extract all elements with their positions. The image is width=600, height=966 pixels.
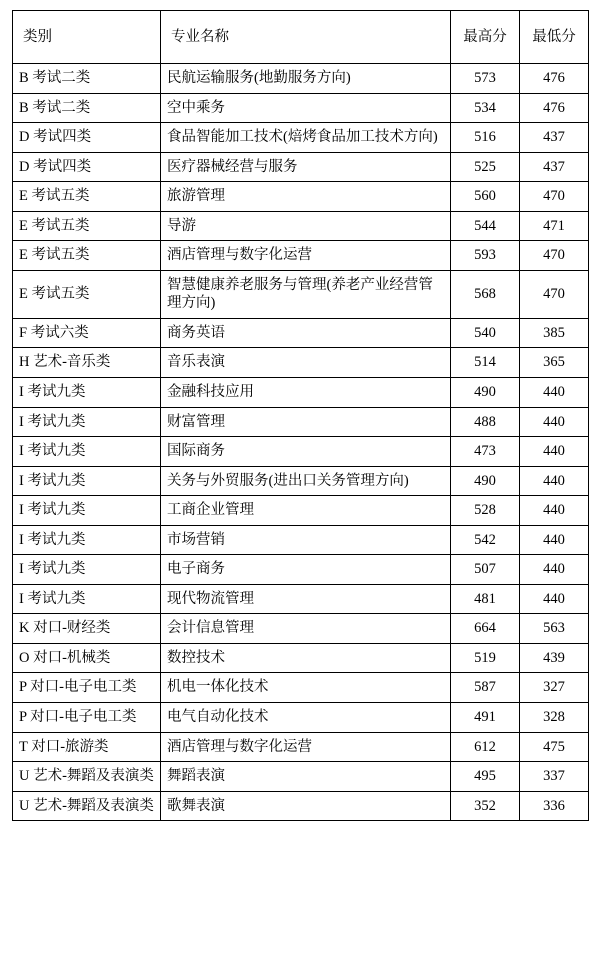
cell-min-score: 337 — [520, 762, 589, 792]
cell-min-score: 440 — [520, 584, 589, 614]
cell-min-score: 437 — [520, 123, 589, 153]
column-header-major: 专业名称 — [161, 11, 451, 64]
cell-max-score: 568 — [451, 270, 520, 318]
cell-max-score: 528 — [451, 496, 520, 526]
cell-category: E 考试五类 — [13, 241, 161, 271]
cell-min-score: 328 — [520, 703, 589, 733]
cell-category: I 考试九类 — [13, 525, 161, 555]
cell-max-score: 612 — [451, 732, 520, 762]
table-row — [13, 525, 589, 555]
cell-max-score: 542 — [451, 525, 520, 555]
table-row — [13, 407, 589, 437]
cell-max-score: 544 — [451, 211, 520, 241]
cell-major: 数控技术 — [161, 643, 451, 673]
table-header — [13, 11, 589, 64]
cell-min-score: 336 — [520, 791, 589, 821]
cell-category: D 考试四类 — [13, 152, 161, 182]
cell-max-score: 593 — [451, 241, 520, 271]
cell-category: I 考试九类 — [13, 437, 161, 467]
table-row — [13, 152, 589, 182]
table-row — [13, 555, 589, 585]
cell-category: T 对口-旅游类 — [13, 732, 161, 762]
admission-score-table — [12, 10, 589, 821]
cell-max-score: 473 — [451, 437, 520, 467]
table-header-row — [13, 11, 589, 64]
table-row — [13, 762, 589, 792]
cell-category: B 考试二类 — [13, 64, 161, 94]
cell-max-score: 490 — [451, 466, 520, 496]
table-body — [13, 64, 589, 821]
cell-major: 舞蹈表演 — [161, 762, 451, 792]
table-row — [13, 270, 589, 318]
cell-category: O 对口-机械类 — [13, 643, 161, 673]
cell-min-score: 437 — [520, 152, 589, 182]
cell-max-score: 481 — [451, 584, 520, 614]
cell-max-score: 491 — [451, 703, 520, 733]
cell-max-score: 560 — [451, 182, 520, 212]
cell-major: 工商企业管理 — [161, 496, 451, 526]
cell-max-score: 352 — [451, 791, 520, 821]
cell-major: 歌舞表演 — [161, 791, 451, 821]
cell-max-score: 534 — [451, 93, 520, 123]
cell-category: B 考试二类 — [13, 93, 161, 123]
table-row — [13, 123, 589, 153]
table-row — [13, 378, 589, 408]
cell-min-score: 440 — [520, 437, 589, 467]
cell-max-score: 495 — [451, 762, 520, 792]
cell-category: H 艺术-音乐类 — [13, 348, 161, 378]
table-row — [13, 791, 589, 821]
cell-min-score: 440 — [520, 555, 589, 585]
table-row — [13, 348, 589, 378]
cell-category: U 艺术-舞蹈及表演类 — [13, 762, 161, 792]
cell-category: E 考试五类 — [13, 270, 161, 318]
table-row — [13, 732, 589, 762]
cell-max-score: 664 — [451, 614, 520, 644]
cell-major: 医疗器械经营与服务 — [161, 152, 451, 182]
cell-major: 市场营销 — [161, 525, 451, 555]
table-row — [13, 437, 589, 467]
table-row — [13, 703, 589, 733]
cell-min-score: 563 — [520, 614, 589, 644]
cell-major: 酒店管理与数字化运营 — [161, 732, 451, 762]
cell-major: 国际商务 — [161, 437, 451, 467]
cell-major: 电气自动化技术 — [161, 703, 451, 733]
cell-major: 导游 — [161, 211, 451, 241]
cell-min-score: 476 — [520, 64, 589, 94]
cell-min-score: 440 — [520, 407, 589, 437]
cell-major: 会计信息管理 — [161, 614, 451, 644]
cell-category: P 对口-电子电工类 — [13, 673, 161, 703]
cell-category: I 考试九类 — [13, 407, 161, 437]
cell-category: F 考试六类 — [13, 318, 161, 348]
cell-major: 现代物流管理 — [161, 584, 451, 614]
table-row — [13, 318, 589, 348]
cell-max-score: 540 — [451, 318, 520, 348]
cell-min-score: 470 — [520, 182, 589, 212]
cell-major: 机电一体化技术 — [161, 673, 451, 703]
cell-min-score: 440 — [520, 466, 589, 496]
table-row — [13, 182, 589, 212]
cell-min-score: 470 — [520, 270, 589, 318]
table-row — [13, 673, 589, 703]
table-row — [13, 643, 589, 673]
cell-min-score: 475 — [520, 732, 589, 762]
cell-major: 关务与外贸服务(进出口关务管理方向) — [161, 466, 451, 496]
cell-major: 食品智能加工技术(焙烤食品加工技术方向) — [161, 123, 451, 153]
cell-category: U 艺术-舞蹈及表演类 — [13, 791, 161, 821]
table-row — [13, 496, 589, 526]
column-header-max-score: 最高分 — [451, 11, 520, 64]
table-row — [13, 93, 589, 123]
cell-max-score: 507 — [451, 555, 520, 585]
column-header-category: 类别 — [13, 11, 161, 64]
cell-major: 民航运输服务(地勤服务方向) — [161, 64, 451, 94]
cell-max-score: 488 — [451, 407, 520, 437]
cell-max-score: 573 — [451, 64, 520, 94]
cell-major: 音乐表演 — [161, 348, 451, 378]
cell-category: I 考试九类 — [13, 466, 161, 496]
cell-category: I 考试九类 — [13, 555, 161, 585]
cell-category: D 考试四类 — [13, 123, 161, 153]
cell-major: 酒店管理与数字化运营 — [161, 241, 451, 271]
table-row — [13, 584, 589, 614]
cell-min-score: 440 — [520, 496, 589, 526]
cell-major: 商务英语 — [161, 318, 451, 348]
cell-min-score: 471 — [520, 211, 589, 241]
cell-max-score: 519 — [451, 643, 520, 673]
cell-max-score: 490 — [451, 378, 520, 408]
column-header-min-score: 最低分 — [520, 11, 589, 64]
cell-category: I 考试九类 — [13, 378, 161, 408]
cell-min-score: 439 — [520, 643, 589, 673]
cell-category: P 对口-电子电工类 — [13, 703, 161, 733]
cell-min-score: 365 — [520, 348, 589, 378]
cell-major: 电子商务 — [161, 555, 451, 585]
table-row — [13, 241, 589, 271]
table-row — [13, 64, 589, 94]
cell-max-score: 587 — [451, 673, 520, 703]
table-row — [13, 614, 589, 644]
table-row — [13, 466, 589, 496]
cell-major: 空中乘务 — [161, 93, 451, 123]
cell-category: I 考试九类 — [13, 584, 161, 614]
cell-major: 旅游管理 — [161, 182, 451, 212]
cell-min-score: 385 — [520, 318, 589, 348]
cell-max-score: 525 — [451, 152, 520, 182]
cell-min-score: 470 — [520, 241, 589, 271]
cell-category: K 对口-财经类 — [13, 614, 161, 644]
cell-major: 金融科技应用 — [161, 378, 451, 408]
cell-min-score: 327 — [520, 673, 589, 703]
cell-min-score: 440 — [520, 525, 589, 555]
cell-max-score: 514 — [451, 348, 520, 378]
table-row — [13, 211, 589, 241]
cell-major: 财富管理 — [161, 407, 451, 437]
cell-category: E 考试五类 — [13, 211, 161, 241]
cell-max-score: 516 — [451, 123, 520, 153]
cell-min-score: 476 — [520, 93, 589, 123]
cell-category: I 考试九类 — [13, 496, 161, 526]
cell-min-score: 440 — [520, 378, 589, 408]
cell-category: E 考试五类 — [13, 182, 161, 212]
cell-major: 智慧健康养老服务与管理(养老产业经营管理方向) — [161, 270, 451, 318]
